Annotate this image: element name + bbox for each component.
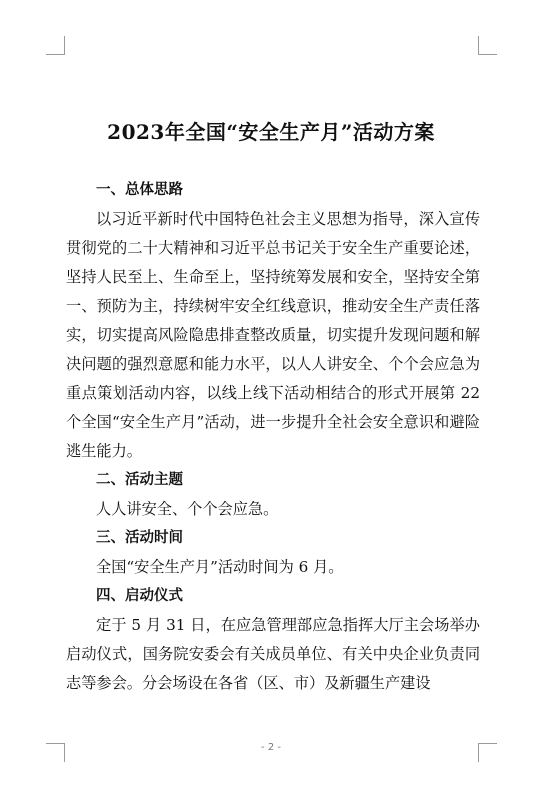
section-heading-time: 三、活动时间: [96, 530, 183, 546]
section-text-ceremony: 定于 5 月 31 日，在应急管理部应急指挥大厅主会场举办启动仪式，国务院安委会有关成员单位、有关中央企业负责同志等参会。分会场设在各省（区、市）及新疆生产建设: [66, 616, 480, 692]
section-heading-ceremony: 四、启动仪式: [96, 588, 183, 604]
page-number: - 2 -: [261, 742, 281, 753]
document-body: [66, 176, 480, 698]
crop-mark-top-left: [46, 36, 65, 55]
section-heading-theme: 二、活动主题: [96, 472, 183, 488]
section-heading-overall: 一、总体思路: [96, 182, 183, 198]
section-text-time: 全国“安全生产月”活动时间为 6 月。: [96, 558, 344, 576]
document-title: 2023年全国“安全生产月”活动方案: [107, 120, 435, 144]
crop-mark-top-right: [478, 36, 497, 55]
section-text-theme: 人人讲安全、个个会应急。: [96, 500, 279, 518]
section-text-overall: 以习近平新时代中国特色社会主义思想为指导，深入宣传贯彻党的二十大精神和习近平总书记关于安全生产重要论述，坚持人民至上、生命至上，坚持统筹发展和安全，坚持安全第一、预防为主，持续树牢安全红线意识，推动安全生产责任落实，切实提高风险隐患排查整改质量，切实提升发现问题和解决问题的强烈意愿和能力水平，以人人讲安全、个个会应急为重点策划活动内容，以线上线下活动相结合的形式开展第 22 个全国“安全生产月”活动，进一步提升全社会安全意识和避险逃生能力。: [66, 210, 480, 460]
